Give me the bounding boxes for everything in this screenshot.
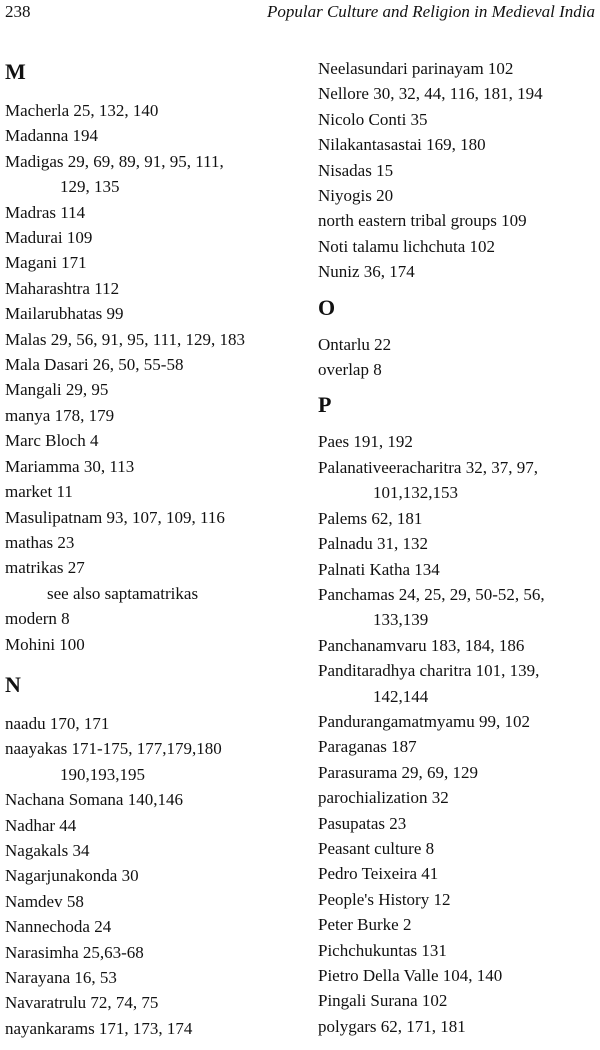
index-entry: Palnati Katha 134 xyxy=(318,559,440,579)
index-entry: modern 8 xyxy=(5,609,70,629)
index-entry: Nagarjunakonda 30 xyxy=(5,866,139,886)
index-entry: north eastern tribal groups 109 xyxy=(318,211,527,231)
index-entry: Madanna 194 xyxy=(5,126,99,146)
section-letter-n: N xyxy=(5,671,21,697)
index-entry: Pasupatas 23 xyxy=(318,813,407,833)
index-entry: Palanativeeracharitra 32, 37, 97, xyxy=(318,457,538,477)
index-entry: overlap 8 xyxy=(318,360,382,380)
index-entry: Palems 62, 181 xyxy=(318,508,423,528)
index-entry: Nellore 30, 32, 44, 116, 181, 194 xyxy=(318,84,543,104)
index-entry: Paes 191, 192 xyxy=(318,432,413,452)
index-entry: Mohini 100 xyxy=(5,634,85,654)
section-letter-p: P xyxy=(318,392,332,418)
index-entry: Narasimha 25,63-68 xyxy=(5,942,144,962)
index-entry: naadu 170, 171 xyxy=(5,713,110,733)
index-entry-continuation: 142,144 xyxy=(373,686,429,706)
index-entry: Peasant culture 8 xyxy=(318,838,435,858)
index-entry: Mariamma 30, 113 xyxy=(5,456,135,476)
index-entry: Madigas 29, 69, 89, 91, 95, 111, xyxy=(5,151,224,171)
index-entry: Pichchukuntas 131 xyxy=(318,940,447,960)
index-entry-continuation: 190,193,195 xyxy=(60,764,145,784)
index-entry: Paraganas 187 xyxy=(318,737,417,757)
index-entry: Pandurangamatmyamu 99, 102 xyxy=(318,711,530,731)
index-entry-continuation: 129, 135 xyxy=(60,177,120,197)
index-entry: naayakas 171-175, 177,179,180 xyxy=(5,739,222,759)
section-letter-m: M xyxy=(5,59,26,84)
index-entry: Madurai 109 xyxy=(5,228,93,248)
index-entry: Maharashtra 112 xyxy=(5,278,120,298)
index-entry: Masulipatnam 93, 107, 109, 116 xyxy=(5,507,225,527)
index-entry: mathas 23 xyxy=(5,532,75,552)
index-entry: Nadhar 44 xyxy=(5,815,77,835)
index-entry: Panchanamvaru 183, 184, 186 xyxy=(318,635,525,655)
index-entry: Niyogis 20 xyxy=(318,186,394,206)
section-letter-o: O xyxy=(318,294,336,320)
index-entry: Panchamas 24, 25, 29, 50-52, 56, xyxy=(318,584,545,604)
index-entry: Nagakals 34 xyxy=(5,840,90,860)
index-entry: Magani 171 xyxy=(5,253,87,273)
index-entry: Navaratrulu 72, 74, 75 xyxy=(5,993,159,1013)
index-entry: Mangali 29, 95 xyxy=(5,380,109,400)
index-entry: Palnadu 31, 132 xyxy=(318,534,429,554)
index-entry: Nisadas 15 xyxy=(318,160,394,180)
index-column-left xyxy=(5,58,295,1041)
index-entry: nayankarams 171, 173, 174 xyxy=(5,1018,193,1038)
index-entry: Namdev 58 xyxy=(5,891,84,911)
index-entry: Marc Bloch 4 xyxy=(5,431,99,451)
index-entry-continuation: 101,132,153 xyxy=(373,483,458,503)
index-entry: Parasurama 29, 69, 129 xyxy=(318,762,479,782)
index-entry: Narayana 16, 53 xyxy=(5,968,117,987)
index-entry: Pietro Della Valle 104, 140 xyxy=(318,966,503,985)
running-title: Popular Culture and Religion in Medieval India xyxy=(267,2,595,21)
index-entry: Ontarlu 22 xyxy=(318,334,392,354)
index-entry: polygars 62, 171, 181 xyxy=(318,1016,466,1036)
page-number: 238 xyxy=(5,2,31,21)
index-entry: parochialization 32 xyxy=(318,788,449,808)
index-entry: Nachana Somana 140,146 xyxy=(5,790,183,810)
index-entry: People's History 12 xyxy=(318,889,451,909)
index-entry: Nicolo Conti 35 xyxy=(318,109,428,129)
index-entry: matrikas 27 xyxy=(5,558,85,578)
index-entry: Nannechoda 24 xyxy=(5,917,112,937)
index-entry: Macherla 25, 132, 140 xyxy=(5,101,159,120)
index-entry: manya 178, 179 xyxy=(5,405,115,425)
index-entry: Malas 29, 56, 91, 95, 111, 129, 183 xyxy=(5,329,246,349)
index-entry: Noti talamu lichchuta 102 xyxy=(318,236,496,256)
index-entry: market 11 xyxy=(5,482,73,502)
index-entry: Pedro Teixeira 41 xyxy=(318,864,439,884)
index-entry: Panditaradhya charitra 101, 139, xyxy=(318,661,540,681)
index-entry: Madras 114 xyxy=(5,202,86,222)
index-entry: Mala Dasari 26, 50, 55-58 xyxy=(5,355,184,375)
index-entry: Mailarubhatas 99 xyxy=(5,304,124,324)
running-header xyxy=(5,2,595,28)
index-entry: Nilakantasastai 169, 180 xyxy=(318,135,486,155)
index-entry: Peter Burke 2 xyxy=(318,915,412,935)
index-see-also: see also saptamatrikas xyxy=(47,583,199,603)
index-entry-continuation: 133,139 xyxy=(373,610,429,630)
index-column-right xyxy=(318,56,598,1039)
index-entry: Neelasundari parinayam 102 xyxy=(318,59,514,78)
index-entry: Nuniz 36, 174 xyxy=(318,262,415,282)
index-entry: Pingali Surana 102 xyxy=(318,991,448,1011)
